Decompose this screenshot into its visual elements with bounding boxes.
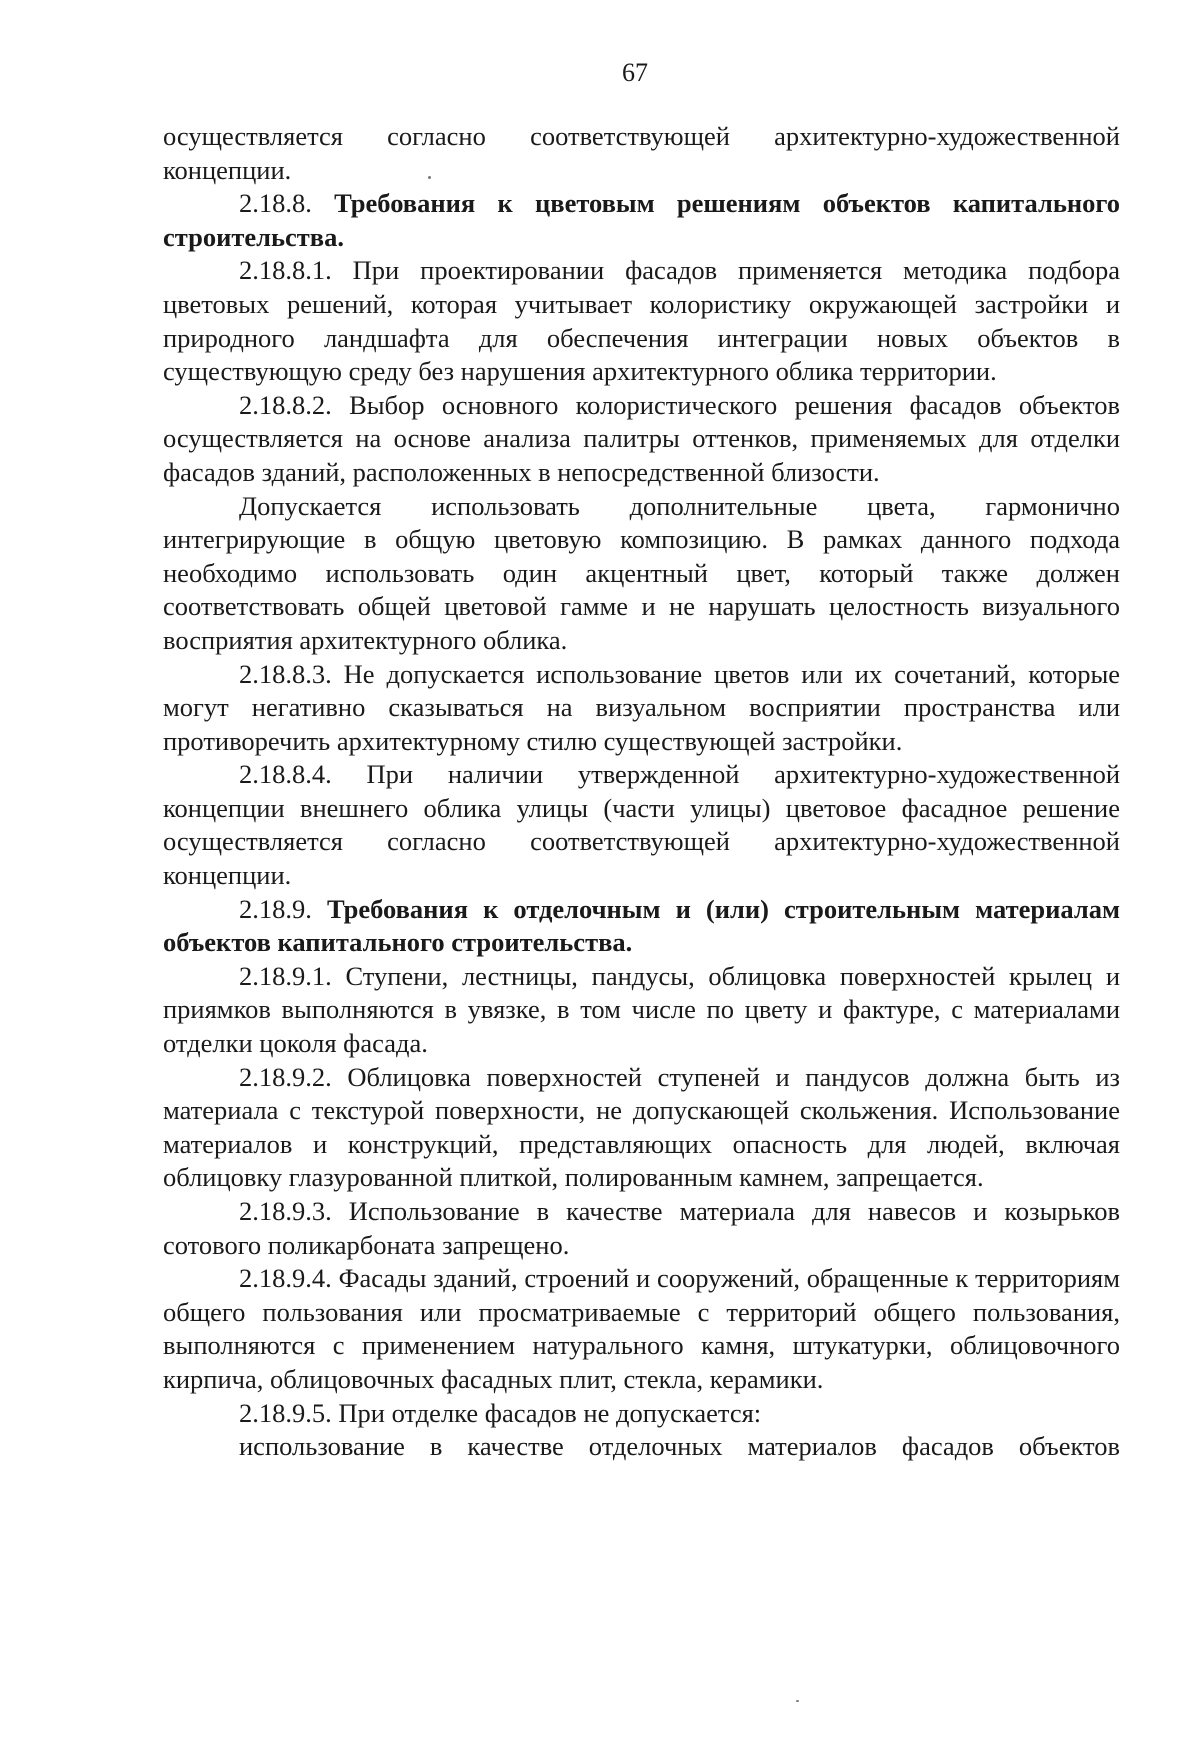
clause-number: 2.18.9.3. bbox=[239, 1196, 349, 1226]
clause-text: Выбор основного колористического решения фасадов объектов осуществляется на основе анализа палитры оттенков, применяемых для отделки фасадов зданий, расположенных в непосредственной близости. bbox=[163, 389, 1120, 487]
clause-number: 2.18.8.1. bbox=[239, 255, 353, 286]
clause-2-18-8-2-continued bbox=[163, 490, 1120, 658]
paragraph-text: использование в качестве отделочных материалов фасадов объектов bbox=[239, 1431, 1120, 1462]
clause-number: 2.18.9.5. bbox=[239, 1397, 339, 1428]
clause-2-18-9-4 bbox=[163, 1262, 1120, 1396]
paragraph-continuation bbox=[163, 120, 1120, 187]
section-heading-text: Требования к отделочным и (или) строительным материалам объектов капитального строительства. bbox=[163, 893, 1121, 958]
paragraph-text: осуществляется согласно соответствующей архитектурно-художественной концепции. bbox=[163, 121, 1120, 185]
clause-text: Ступени, лестницы, пандусы, облицовка поверхностей крылец и приямков выполняются в увязке, в том числе по цвету и фактуре, с материалами отделки цоколя фасада. bbox=[163, 960, 1120, 1059]
clause-text: При отделке фасадов не допускается: bbox=[338, 1397, 762, 1428]
clause-text: Облицовка поверхностей ступеней и пандусов должна быть из материала с текстурой поверхности, не допускающей скольжения. Использование материалов и конструкций, представляющих опасность для людей, включая облицовку глазурованной плиткой, полированным камнем, запрещается. bbox=[163, 1061, 1120, 1193]
clause-2-18-8-2 bbox=[163, 389, 1120, 490]
section-heading-text: Требования к цветовым решениям объектов капитального строительства. bbox=[163, 188, 1120, 252]
section-number: 2.18.8. bbox=[239, 188, 335, 219]
list-item-text bbox=[163, 1430, 1120, 1464]
section-number: 2.18.9. bbox=[239, 893, 327, 924]
clause-text: При проектировании фасадов применяется методика подбора цветовых решений, которая учитывает колористику окружающей застройки и природного ландшафта для обеспечения интеграции новых объектов в существующую среду без нарушения архитектурного облика территории. bbox=[163, 255, 1120, 387]
document-body bbox=[163, 120, 1120, 1464]
clause-text: Использование в качестве материала для навесов и козырьков сотового поликарбоната запрещено. bbox=[163, 1196, 1121, 1260]
clause-text: Не допускается использование цветов или их сочетаний, которые могут негативно сказываться на визуальном восприятии пространства или противоречить архитектурному стилю существующей застройки. bbox=[163, 658, 1121, 756]
scan-speck bbox=[796, 1700, 799, 1702]
clause-number: 2.18.9.1. bbox=[239, 960, 346, 991]
clause-number: 2.18.8.3. bbox=[239, 658, 344, 689]
clause-2-18-8-4 bbox=[163, 758, 1120, 892]
clause-text: При наличии утвержденной архитектурно-художественной концепции внешнего облика улицы (части улицы) цветовое фасадное решение осуществляется согласно соответствующей архитектурно-художественной концепции. bbox=[163, 759, 1121, 891]
clause-2-18-9-5 bbox=[163, 1397, 1120, 1431]
clause-2-18-9-3 bbox=[163, 1195, 1120, 1262]
clause-2-18-8-3 bbox=[163, 658, 1120, 759]
clause-text: Фасады зданий, строений и сооружений, обращенные к территориям общего пользования или просматриваемые с территорий общего пользования, выполняются с применением натурального камня, штукатурки, облицовочного кирпича, облицовочных фасадных плит, стекла, керамики. bbox=[163, 1263, 1120, 1394]
section-heading-2-18-8 bbox=[163, 187, 1120, 254]
clause-number: 2.18.9.2. bbox=[239, 1061, 348, 1092]
scan-speck bbox=[428, 176, 431, 179]
clause-2-18-9-1 bbox=[163, 960, 1120, 1061]
clause-2-18-9-2 bbox=[163, 1061, 1120, 1195]
clause-number: 2.18.8.2. bbox=[239, 389, 350, 420]
clause-number: 2.18.8.4. bbox=[239, 759, 367, 790]
clause-2-18-8-1 bbox=[163, 254, 1120, 388]
clause-number: 2.18.9.4. bbox=[239, 1263, 339, 1294]
page-number: 67 bbox=[622, 58, 648, 87]
paragraph-text: Допускается использовать дополнительные цвета, гармонично интегрирующие в общую цветовую композицию. В рамках данного подхода необходимо использовать один акцентный цвет, который также должен соответствовать общей цветовой гамме и не нарушать целостность визуального восприятия архитектурного облика. bbox=[163, 490, 1120, 655]
section-heading-2-18-9 bbox=[163, 893, 1120, 960]
